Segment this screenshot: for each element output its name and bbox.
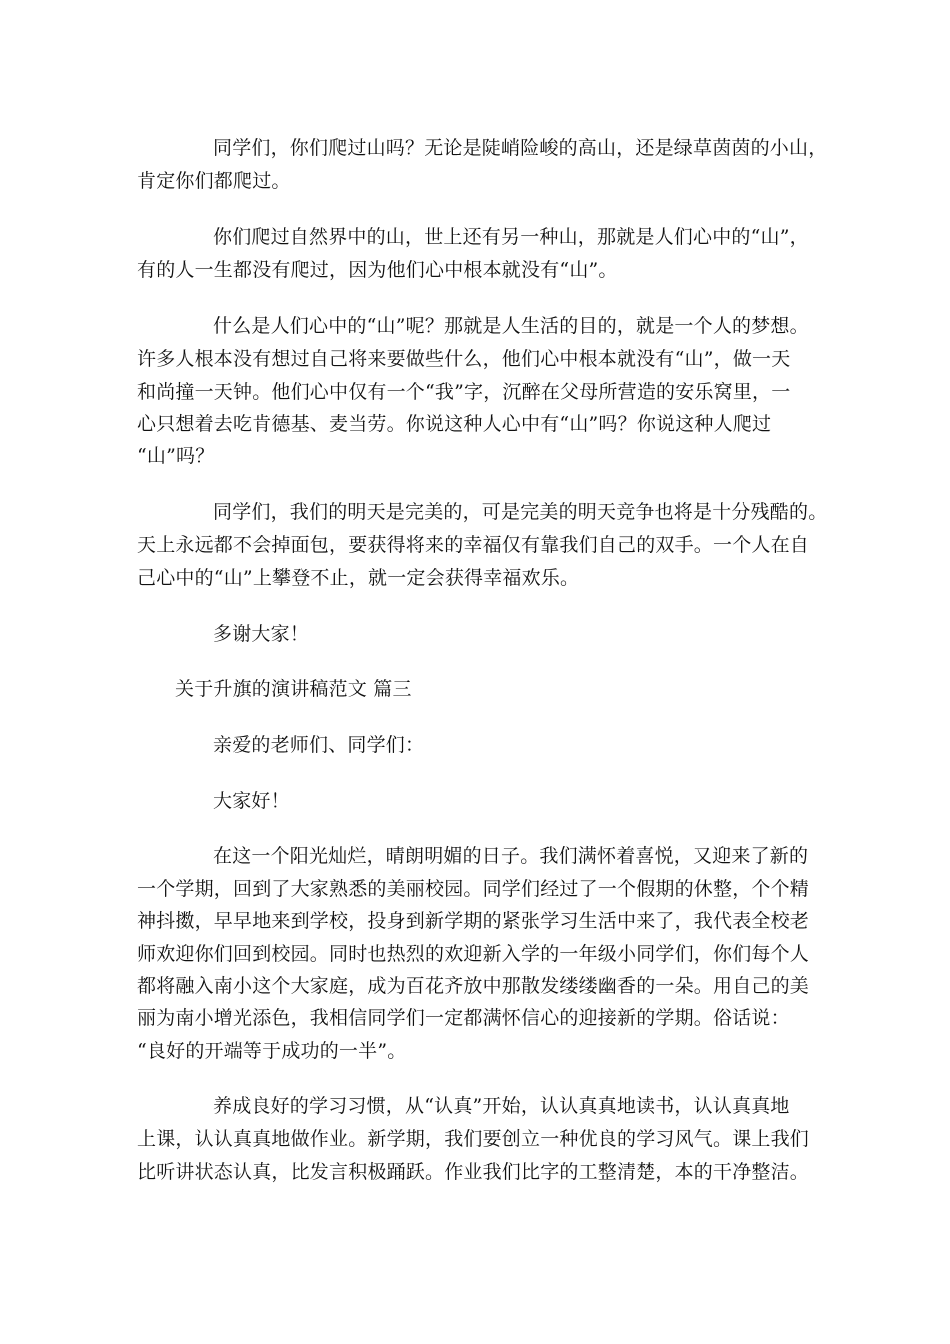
text-line: 比听讲状态认真，比发言积极踊跃。作业我们比字的工整清楚，本的干净整洁。 (137, 1161, 810, 1183)
text-line: 养成良好的学习习惯，从“认真”开始，认认真真地读书，认认真真地 (213, 1095, 790, 1117)
text-line: 许多人根本没有想过自己将来要做些什么，他们心中根本就没有“山”，做一天 (137, 348, 791, 370)
text-line: 上课，认认真真地做作业。新学期，我们要创立一种优良的学习风气。课上我们 (137, 1128, 810, 1150)
greeting: 大家好！ (213, 790, 290, 812)
text-line: 在这一个阳光灿烂，晴朗明媚的日子。我们满怀着喜悦，又迎来了新的 (213, 845, 809, 867)
text-line: 师欢迎你们回到校园。同时也热烈的欢迎新入学的一年级小同学们，你们每个人 (137, 943, 810, 965)
text-line: 和尚撞一天钟。他们心中仅有一个“我”字，沉醉在父母所营造的安乐窝里，一 (137, 381, 791, 403)
text-line: 一个学期，回到了大家熟悉的美丽校园。同学们经过了一个假期的休整，个个精 (137, 878, 810, 900)
text-line: 同学们，你们爬过山吗？无论是陡峭险峻的高山，还是绿草茵茵的小山， (213, 137, 828, 159)
text-line: 己心中的“山”上攀登不止，就一定会获得幸福欢乐。 (137, 567, 580, 589)
text-line: 天上永远都不会掉面包，要获得将来的幸福仅有靠我们自己的双手。一个人在自 (137, 534, 810, 556)
text-line: 神抖擞，早早地来到学校，投身到新学期的紧张学习生活中来了，我代表全校老 (137, 910, 810, 932)
salutation: 亲爱的老师们、同学们： (213, 734, 425, 756)
text-line: 什么是人们心中的“山”呢？那就是人生活的目的，就是一个人的梦想。 (213, 315, 809, 337)
text-line: 心只想着去吃肯德基、麦当劳。你说这种人心中有“山”吗？你说这种人爬过 (137, 413, 772, 435)
section-heading: 关于升旗的演讲稿范文 篇三 (175, 678, 412, 700)
text-line: 有的人一生都没有爬过，因为他们心中根本就没有“山”。 (137, 259, 618, 281)
text-line: 丽为南小增光添色，我相信同学们一定都满怀信心的迎接新的学期。俗话说： (137, 1007, 790, 1029)
text-line: 肯定你们都爬过。 (137, 170, 291, 192)
text-line: 都将融入南小这个大家庭，成为百花齐放中那散发缕缕幽香的一朵。用自己的美 (137, 975, 810, 997)
text-line: 多谢大家！ (213, 623, 310, 645)
text-line: 同学们，我们的明天是完美的，可是完美的明天竞争也将是十分残酷的。 (213, 501, 828, 523)
text-line: “良好的开端等于成功的一半”。 (137, 1040, 407, 1062)
text-line: “山”吗？ (137, 445, 215, 467)
text-line: 你们爬过自然界中的山，世上还有另一种山，那就是人们心中的“山”， (213, 226, 809, 248)
